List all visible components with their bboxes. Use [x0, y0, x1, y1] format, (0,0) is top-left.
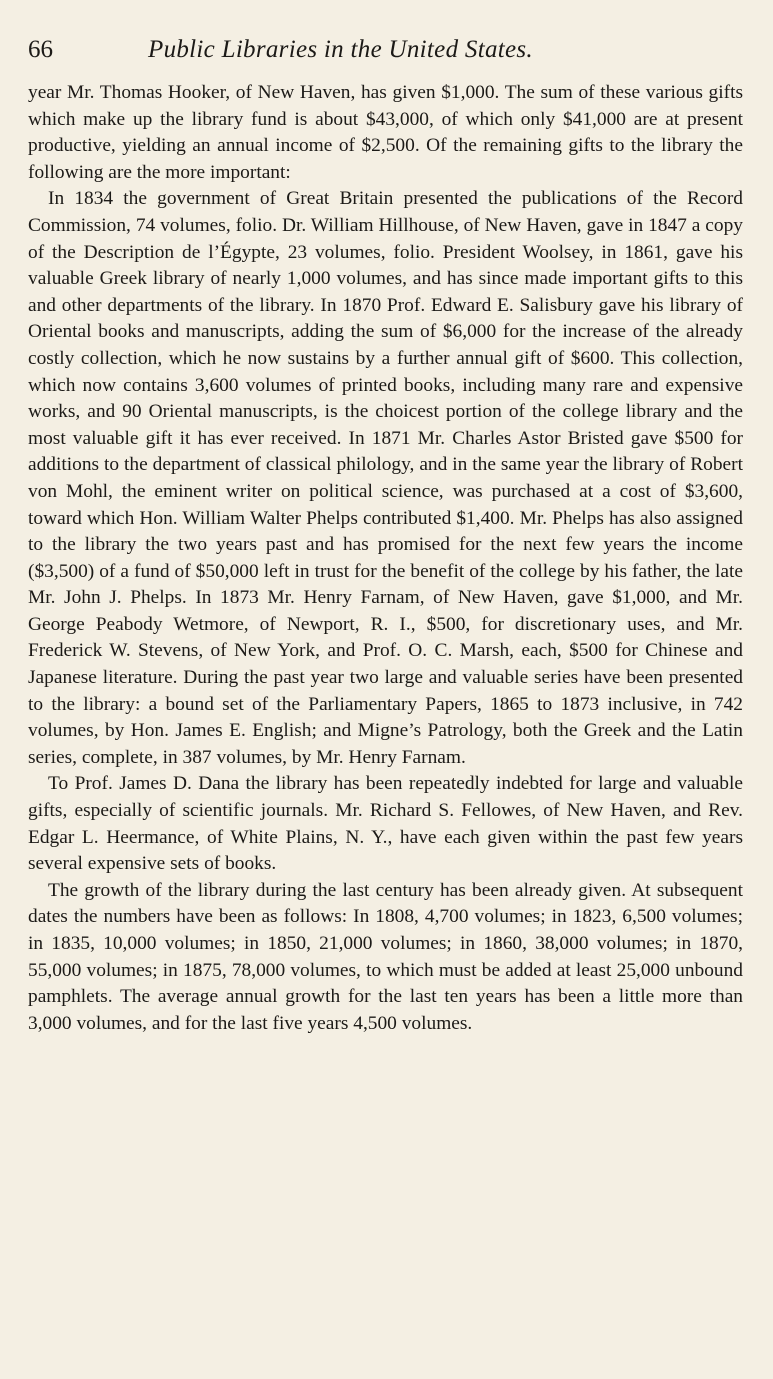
paragraph-dana: To Prof. James D. Dana the library has been repeatedly indebted for large and valuable gifts, especially of scientific journals. Mr. Richard S. Fellowes, of New Haven, and Rev. Edgar L. Heermance, of White Plains, N. Y., have each given within the past few years several expensive sets of books.	[28, 773, 743, 875]
running-title: Public Libraries in the United States.	[148, 36, 533, 63]
paragraph-growth: The growth of the library during the last century has been already given. At subsequent dates the numbers have been as follows: In 1808, 4,700 volumes; in 1823, 6,500 volumes; in 1835, 10,000 volumes; in 1850, 21,000 volumes; in 1860, 38,000 volumes; in 1870, 55,000 volumes; in 1875, 78,000 volumes, to which must be added at least 25,000 unbound pamphlets. The average annual growth for the last ten years has been a little more than 3,000 volumes, and for the last five years 4,500 volumes.	[28, 879, 743, 1034]
page-header	[28, 36, 743, 80]
body-text	[28, 80, 743, 1037]
paragraph-gifts: In 1834 the government of Great Britain presented the publications of the Record Commission, 74 volumes, folio. Dr. William Hillhouse, of New Haven, gave in 1847 a copy of the Description de l’Égypte, 23 volumes, folio. President Woolsey, in 1861, gave his valuable Greek library of nearly 1,000 volumes, and has since made important gifts to this and other departments of the library. In 1870 Prof. Edward E. Salisbury gave his library of Oriental books and manuscripts, adding the sum of $6,000 for the increase of the already costly collection, which he now sustains by a further annual gift of $600. This collection, which now contains 3,600 volumes of printed books, including many rare and expensive works, and 90 Oriental manuscripts, is the choicest portion of the college library and the most valuable gift it has ever received. In 1871 Mr. Charles Astor Bristed gave $500 for additions to the department of classical philology, and in the same year the library of Robert von Mohl, the eminent writer on political science, was purchased at a cost of $3,600, toward which Hon. William Walter Phelps contributed $1,400. Mr. Phelps has also assigned to the library the two years past and has promised for the next few years the income ($3,500) of a fund of $50,000 left in trust for the benefit of the college by his father, the late Mr. John J. Phelps. In 1873 Mr. Henry Farnam, of New Haven, gave $1,000, and Mr. George Peabody Wetmore, of Newport, R. I., $500, for discretionary uses, and Mr. Frederick W. Stevens, of New York, and Prof. O. C. Marsh, each, $500 for Chinese and Japanese literature. During the past year two large and valuable series have been presented to the library: a bound set of the Parliamentary Papers, 1865 to 1873 inclusive, in 742 volumes, by Hon. James E. English; and Migne’s Patrology, both the Greek and the Latin series, complete, in 387 volumes, by Mr. Henry Farnam.	[28, 188, 743, 768]
paragraph-continuation: year Mr. Thomas Hooker, of New Haven, has given $1,000. The sum of these various gifts which make up the library fund is about $43,000, of which only $41,000 are at present productive, yielding an annual income of $2,500. Of the remaining gifts to the library the following are the more important:	[28, 82, 743, 183]
page-number: 66	[28, 36, 53, 63]
